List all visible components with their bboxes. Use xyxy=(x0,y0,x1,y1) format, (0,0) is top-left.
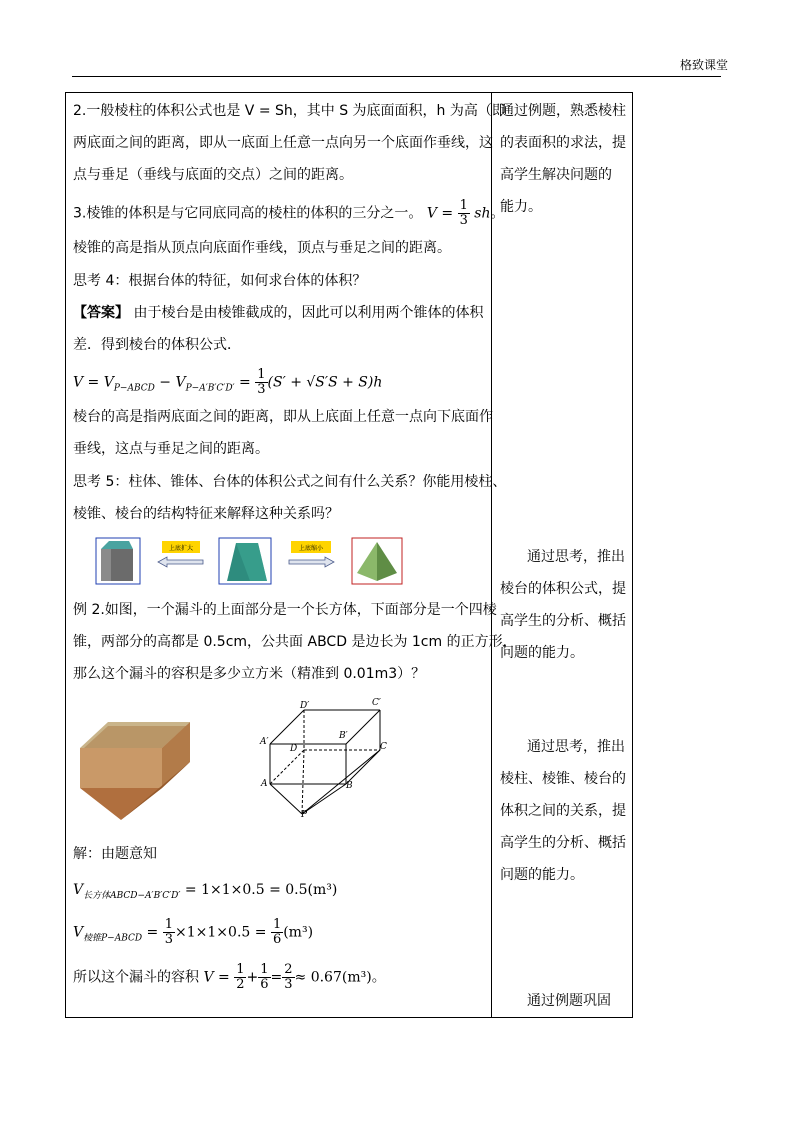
label-d: D xyxy=(290,744,298,754)
prism-shape xyxy=(101,541,133,581)
label-c1: C′ xyxy=(372,698,381,708)
label-a: A xyxy=(261,779,268,789)
pyramid-volume-line: 3.棱锥的体积是与它同底同高的棱柱的体积的三分之一。 V = $\frac{1}{3}$ sh。 xyxy=(73,198,505,228)
arrow-shrink-label: 上底缩小 xyxy=(298,545,324,552)
final-answer: 所以这个漏斗的容积 V = $\frac{1}{2}$ + $\frac{1}{6}$ = $\frac{2}{3}$ ≈ 0.67(m³)。 xyxy=(73,962,386,992)
arrow-shrink xyxy=(289,541,334,567)
arrow-expand xyxy=(158,541,203,567)
example-2-line-3: 那么这个漏斗的容积是多少立方米（精准到 0.01m3）？ xyxy=(73,666,426,682)
column-divider xyxy=(491,92,492,1018)
pyramid-volume-text: 3.棱锥的体积是与它同底同高的棱柱的体积的三分之一。 xyxy=(73,205,423,222)
note-1-line-4: 能力。 xyxy=(500,199,542,215)
pyramid-formula-fraction: $\frac{1}{3}$ xyxy=(459,198,468,228)
frustum-formula-fraction: $\frac{1}{3}$ xyxy=(257,367,266,397)
solution-intro: 解：由题意知 xyxy=(73,846,157,862)
note-2-line-1: 通过思考，推出 xyxy=(527,549,625,565)
prism-volume-line-3: 点与垂足（垂线与底面的交点）之间的距离。 xyxy=(73,167,353,183)
header-rule xyxy=(72,76,721,77)
pyramid-formula-lhs: V = xyxy=(426,205,454,222)
pyramid-volume-formula: $V_{棱锥P-ABCD}$ = $\frac{1}{3}$ ×1×1×0.5 = $\frac{1}{6}$ (m³) xyxy=(73,917,314,947)
example-2-line-2: 锥，两部分的高都是 0.5cm，公共面 ABCD 是边长为 1cm 的正方形， xyxy=(73,634,517,650)
note-1-line-1: 通过例题，熟悉棱柱 xyxy=(500,103,626,119)
answer-line-1: 【答案】 由于棱台是由棱锥截成的，因此可以利用两个锥体的体积 xyxy=(73,305,484,321)
note-3-line-5: 问题的能力。 xyxy=(500,867,584,883)
label-a1: A′ xyxy=(260,737,269,747)
answer-line-2: 差．得到棱台的体积公式． xyxy=(73,337,241,353)
note-3-line-4: 高学生的分析、概括 xyxy=(500,835,626,851)
frustum-shape xyxy=(227,543,267,581)
funnel-diagram xyxy=(258,698,394,820)
header-brand: 格致课堂 xyxy=(680,58,729,72)
funnel-picture xyxy=(78,718,198,824)
note-3-line-3: 体积之间的关系，提 xyxy=(500,803,626,819)
question-5-line-1: 思考 5：柱体、锥体、台体的体积公式之间有什么关系？你能用棱柱、 xyxy=(73,474,507,490)
question-5-line-2: 棱锥、棱台的结构特征来解释这种关系吗？ xyxy=(73,506,339,522)
solids-transform-figure xyxy=(95,537,405,587)
label-b1: B′ xyxy=(339,731,348,741)
frustum-height-line-1: 棱台的高是指两底面之间的距离，即从上底面上任意一点向下底面作 xyxy=(73,409,493,425)
note-3-line-1: 通过思考，推出 xyxy=(527,739,625,755)
label-c: C xyxy=(380,742,387,752)
pyramid-formula-rhs: sh xyxy=(474,205,491,222)
note-2-line-4: 问题的能力。 xyxy=(500,645,584,661)
question-4: 思考 4：根据台体的特征，如何求台体的体积？ xyxy=(73,273,367,289)
prism-volume-line-2: 两底面之间的距离，即从一底面上任意一点向另一个底面作垂线，这 xyxy=(73,135,493,151)
pyramid-shape xyxy=(357,542,397,581)
note-1-line-3: 高学生解决问题的 xyxy=(500,167,612,183)
note-2-line-2: 棱台的体积公式，提 xyxy=(500,581,626,597)
note-4-line-1: 通过例题巩固 xyxy=(527,993,611,1009)
label-p: P xyxy=(301,810,308,820)
frustum-formula: $V = V_{P-ABCD} - V_{P-A'B'C'D'}$ = $\frac{1}{3}$ (S′ + √S′S + S)h xyxy=(73,367,383,397)
cuboid-volume-formula: $V_{长方体ABCD-A'B'C'D'} = 1\times 1\times 0.5 = 0.5(m^3)$ xyxy=(73,882,338,901)
answer-tag: 【答案】 xyxy=(73,305,129,321)
frustum-height-line-2: 垂线，这点与垂足之间的距离。 xyxy=(73,441,269,457)
note-3-line-2: 棱柱、棱锥、棱台的 xyxy=(500,771,626,787)
label-d1: D′ xyxy=(300,701,310,711)
prism-volume-line-1: 2.一般棱柱的体积公式也是 V = Sh，其中 S 为底面面积，h 为高（即 xyxy=(73,103,506,119)
example-2-line-1: 例 2.如图，一个漏斗的上面部分是一个长方体，下面部分是一个四棱 xyxy=(73,602,497,618)
pyramid-height-line: 棱锥的高是指从顶点向底面作垂线，顶点与垂足之间的距离。 xyxy=(73,240,451,256)
label-b: B xyxy=(346,781,353,791)
note-2-line-3: 高学生的分析、概括 xyxy=(500,613,626,629)
note-1-line-2: 的表面积的求法，提 xyxy=(500,135,626,151)
arrow-expand-label: 上底扩大 xyxy=(168,545,194,552)
